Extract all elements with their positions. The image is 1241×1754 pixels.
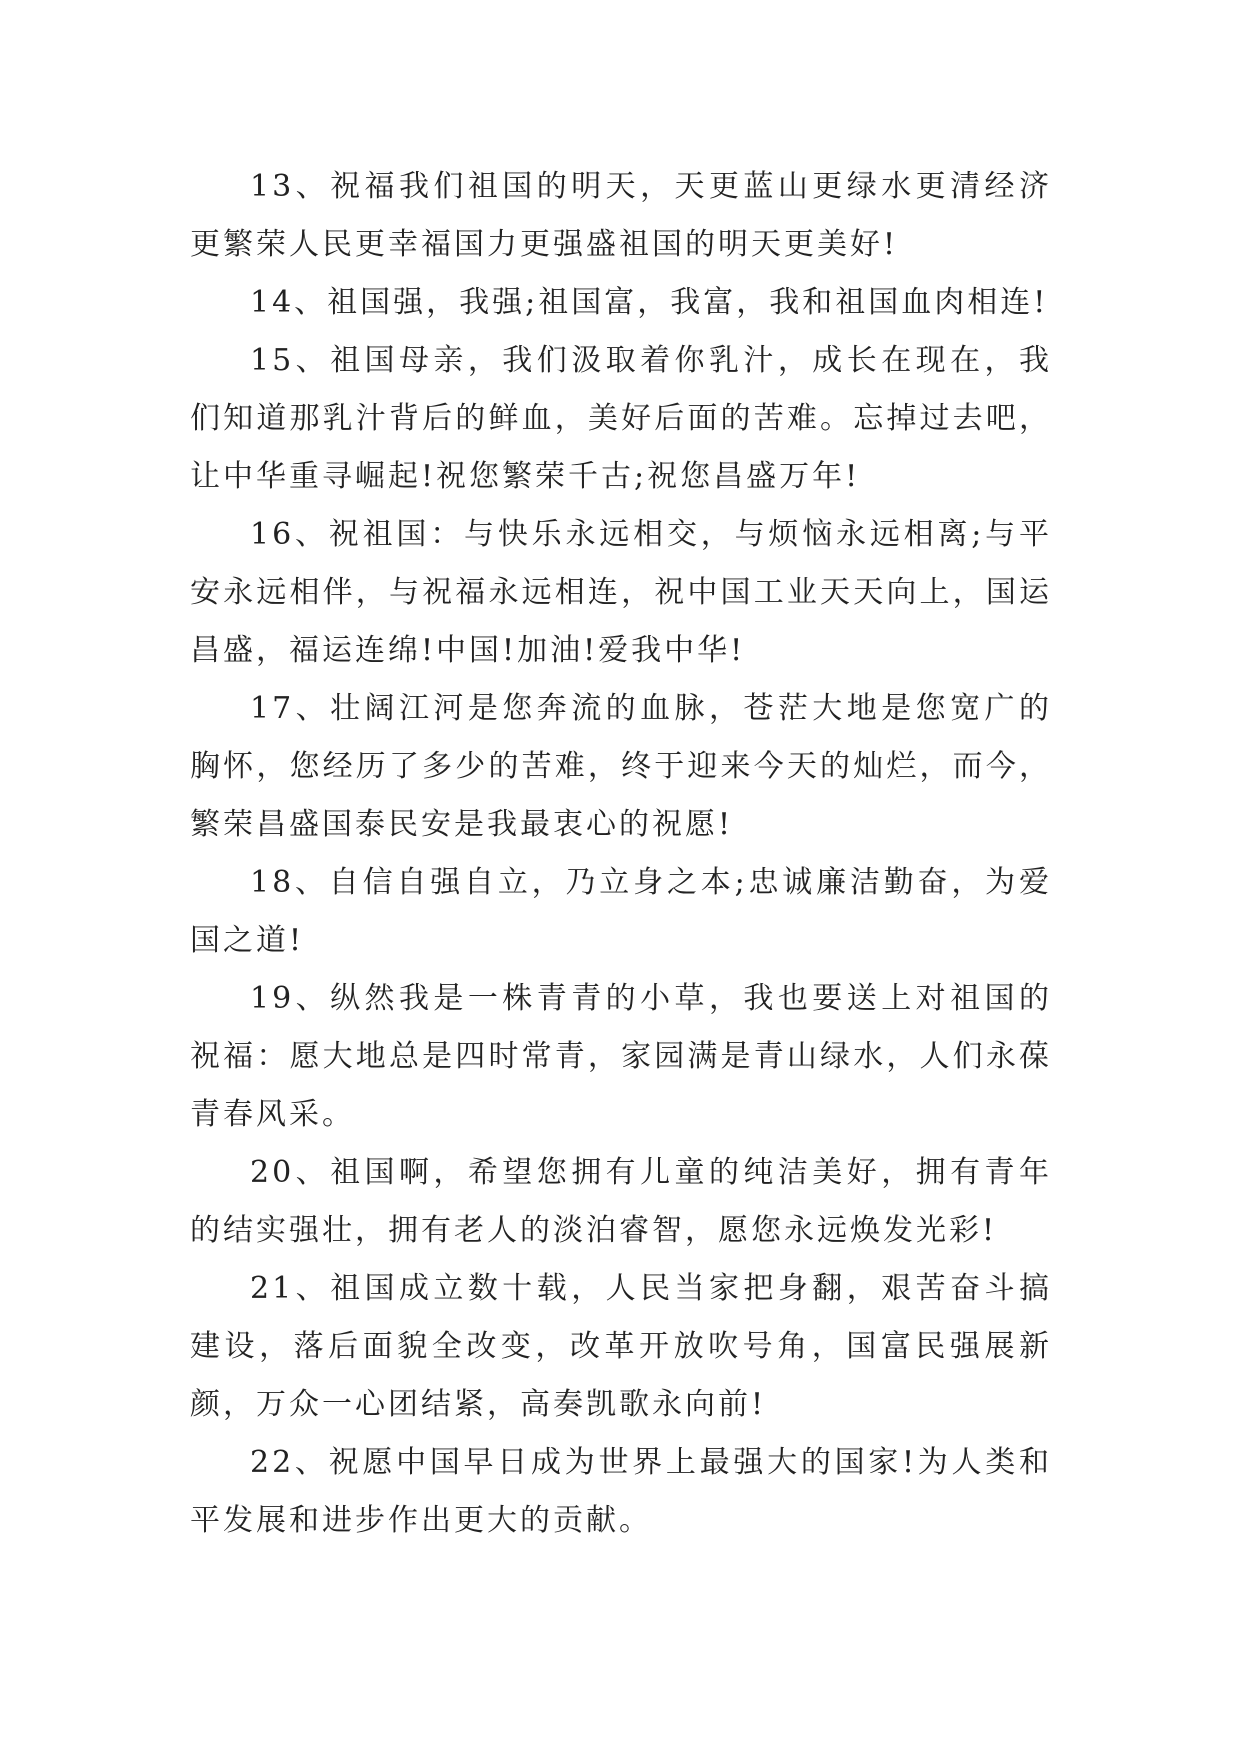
- paragraph-15: 15、祖国母亲，我们汲取着你乳汁，成长在现在，我们知道那乳汁背后的鲜血，美好后面的苦难。忘掉过去吧，让中华重寻崛起!祝您繁荣千古;祝您昌盛万年!: [190, 343, 1052, 494]
- paragraph-16: 16、祝祖国：与快乐永远相交，与烦恼永远相离;与平安永远相伴，与祝福永远相连，祝中国工业天天向上，国运昌盛，福运连绵!中国!加油!爱我中华!: [190, 517, 1052, 668]
- paragraph-20: 20、祖国啊，希望您拥有儿童的纯洁美好，拥有青年的结实强壮，拥有老人的淡泊睿智，愿您永远焕发光彩!: [190, 1155, 1052, 1248]
- paragraph-19: 19、纵然我是一株青青的小草，我也要送上对祖国的祝福：愿大地总是四时常青，家园满是青山绿水，人们永葆青春风采。: [190, 981, 1052, 1132]
- paragraph-18: 18、自信自强自立，乃立身之本;忠诚廉洁勤奋，为爱国之道!: [190, 865, 1052, 958]
- paragraph-22: 22、祝愿中国早日成为世界上最强大的国家!为人类和平发展和进步作出更大的贡献。: [190, 1445, 1052, 1538]
- paragraph-21: 21、祖国成立数十载，人民当家把身翻，艰苦奋斗搞建设，落后面貌全改变，改革开放吹号角，国富民强展新颜，万众一心团结紧，高奏凯歌永向前!: [190, 1271, 1052, 1422]
- document-body: [190, 158, 1052, 1550]
- paragraph-17: 17、壮阔江河是您奔流的血脉，苍茫大地是您宽广的胸怀，您经历了多少的苦难，终于迎来今天的灿烂，而今，繁荣昌盛国泰民安是我最衷心的祝愿!: [190, 691, 1052, 842]
- paragraph-14: 14、祖国强，我强;祖国富，我富，我和祖国血肉相连!: [250, 285, 1049, 320]
- paragraph-13: 13、祝福我们祖国的明天，天更蓝山更绿水更清经济更繁荣人民更幸福国力更强盛祖国的明天更美好!: [190, 169, 1052, 262]
